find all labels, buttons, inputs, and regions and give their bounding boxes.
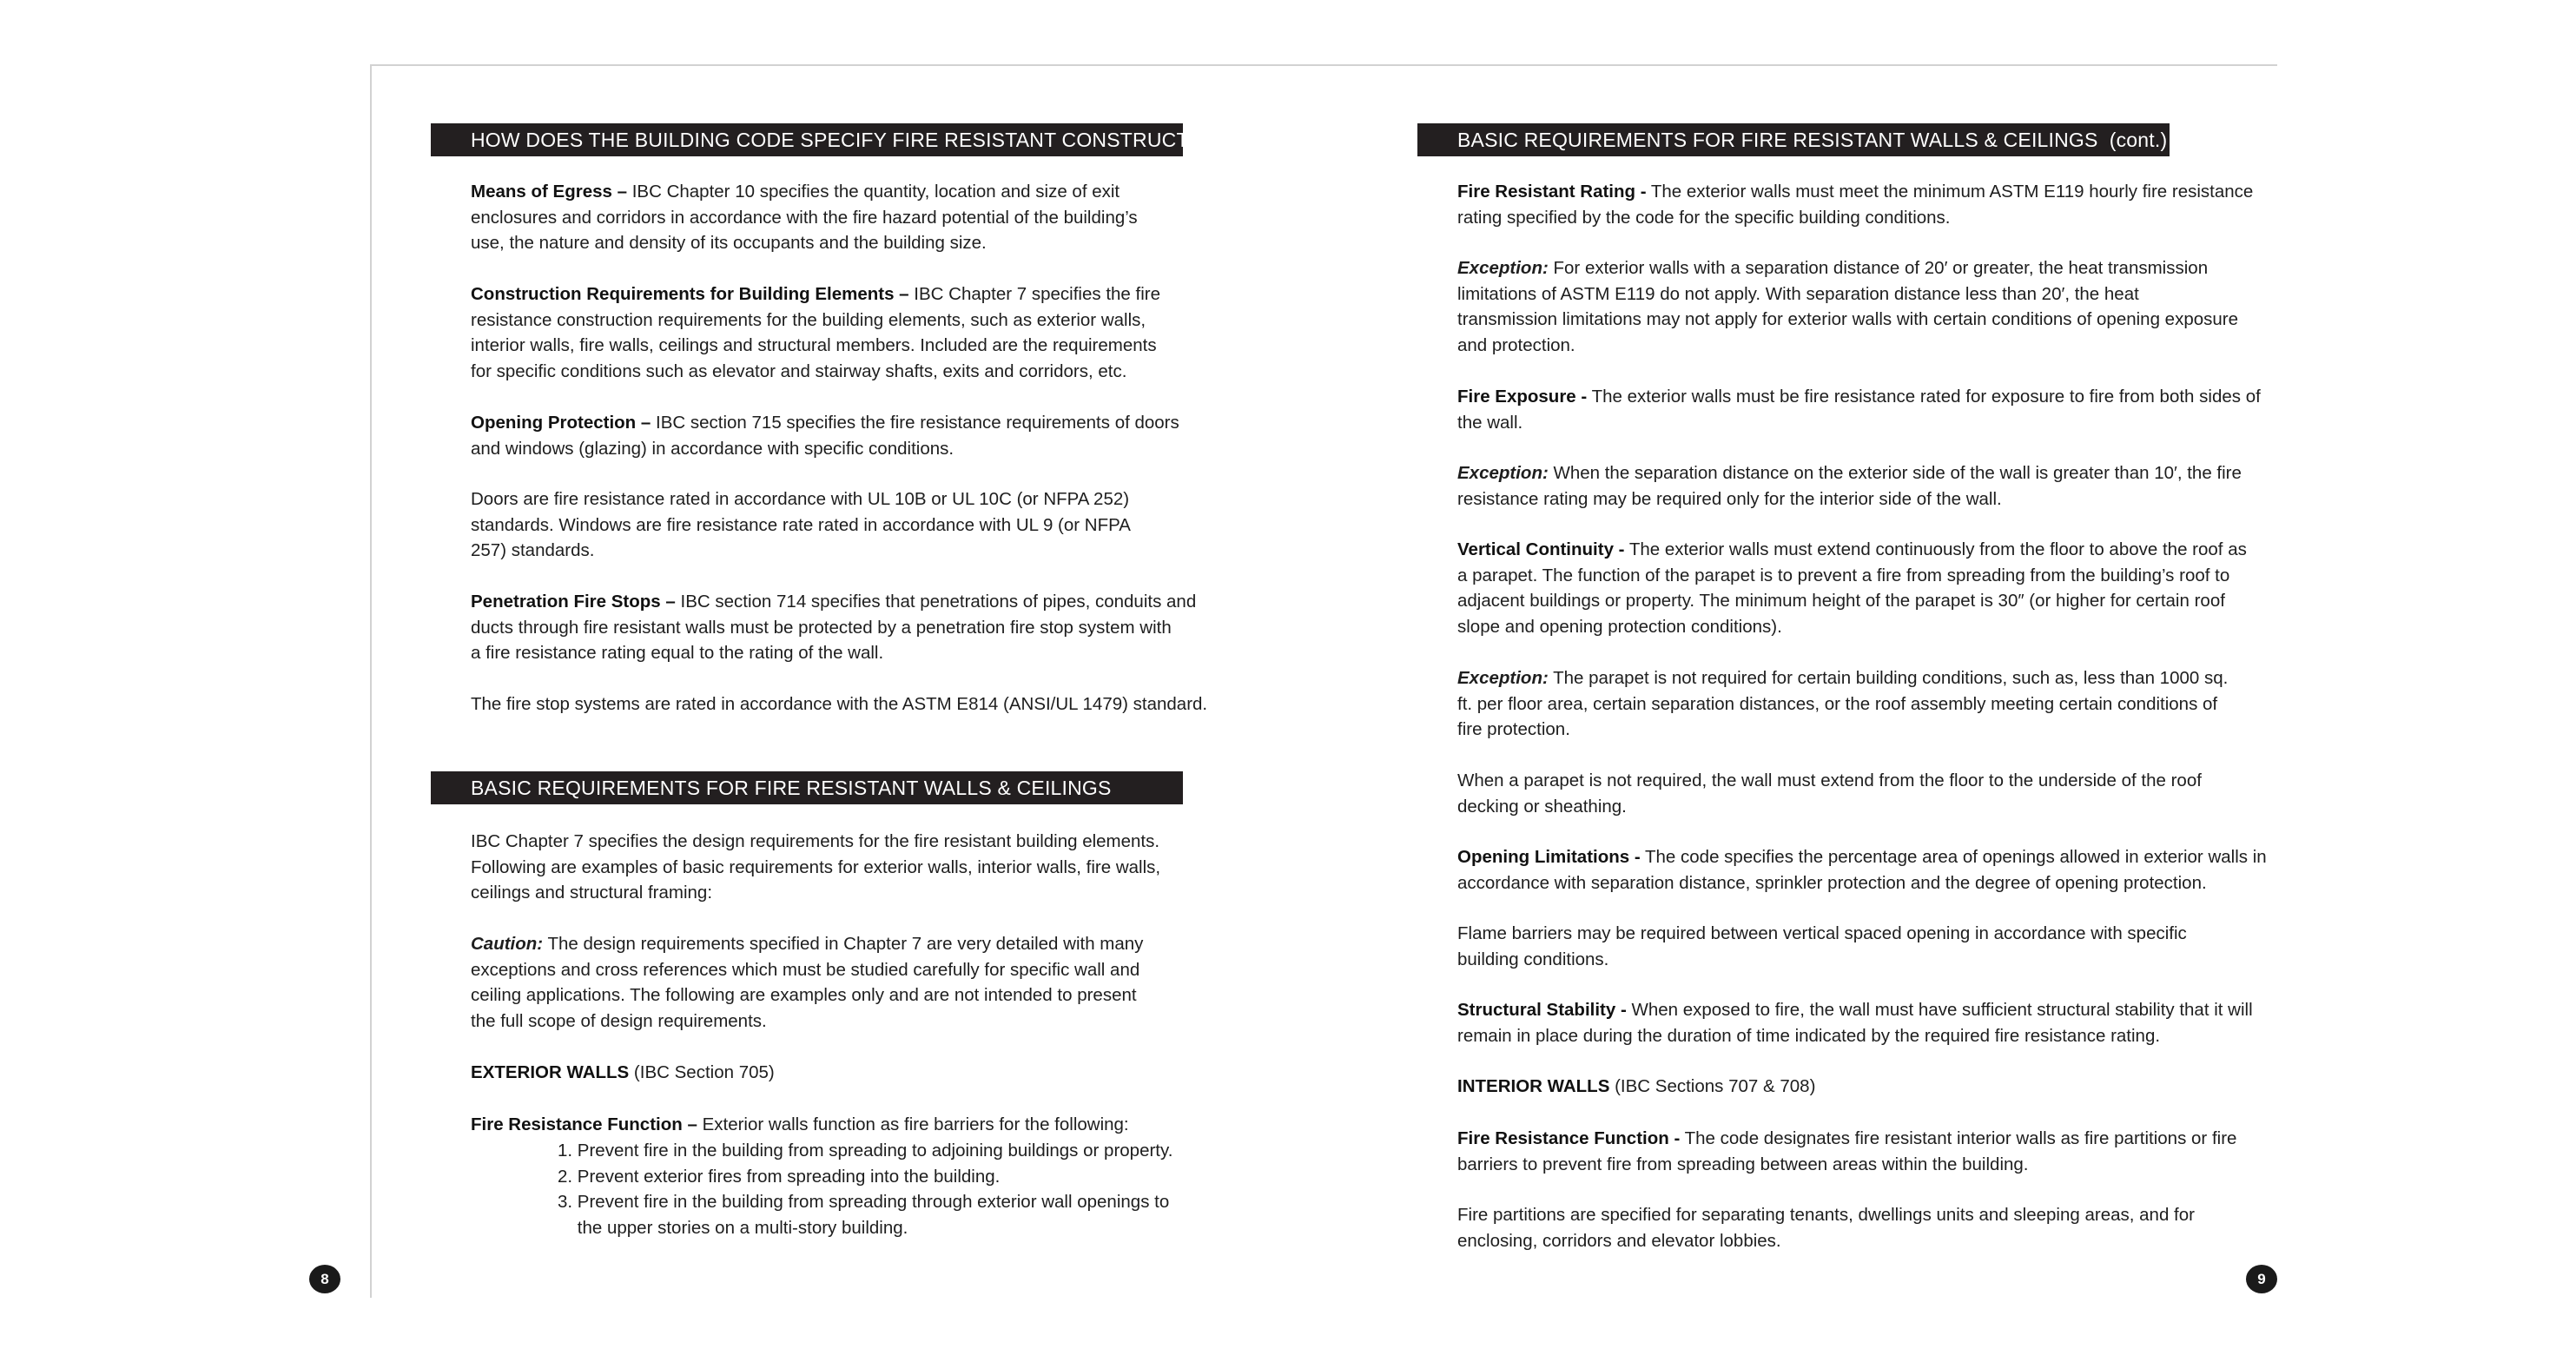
- paragraph-line: IBC section 715 specifies the fire resistance requirements of doors: [651, 413, 1179, 433]
- paragraph-line: standards. Windows are fire resistance rate rated in accordance with UL 9 (or NFPA: [471, 514, 1131, 535]
- section-header-text: HOW DOES THE BUILDING CODE SPECIFY FIRE RESISTANT CONSTRUCTION? (cont.): [471, 129, 1300, 151]
- paragraph-line: resistance rating may be required only for the interior side of the wall.: [1457, 488, 2002, 509]
- paragraph-line: enclosures and corridors in accordance with the fire hazard potential of the building’s: [471, 207, 1138, 228]
- section-header-text: BASIC REQUIREMENTS FOR FIRE RESISTANT WALLS & CEILINGS: [471, 777, 1112, 799]
- paragraph-line: a fire resistance rating equal to the rating of the wall.: [471, 643, 884, 663]
- paragraph-title: Fire Resistance Function -: [1457, 1128, 1681, 1148]
- list-item: 2. Prevent exterior fires from spreading into the building.: [558, 1166, 1001, 1187]
- paragraph-title: Penetration Fire Stops –: [471, 592, 676, 612]
- paragraph-title: Fire Exposure -: [1457, 387, 1588, 407]
- list-item: 3. Prevent fire in the building from spreading through exterior wall openings to: [558, 1192, 1170, 1212]
- paragraph-line: IBC section 714 specifies that penetrations of pipes, conduits and: [675, 592, 1197, 612]
- paragraph-title: Exception:: [1457, 463, 1549, 483]
- paragraph-line: (IBC Sections 707 & 708): [1609, 1076, 1816, 1096]
- vertical-continuity-paragraph: [1457, 537, 2247, 639]
- fire-partitions-paragraph: [1457, 1202, 2195, 1253]
- paragraph-line: for specific conditions such as elevator and stairway shafts, exits and corridors, etc.: [471, 360, 1127, 381]
- paragraph-line: limitations of ASTM E119 do not apply. With separation distance less than 20′, the heat: [1457, 283, 2139, 304]
- paragraph-line: The exterior walls must meet the minimum ASTM E119 hourly fire resistance: [1646, 182, 2254, 202]
- paragraph-line: Doors are fire resistance rated in accordance with UL 10B or UL 10C (or NFPA 252): [471, 489, 1130, 509]
- paragraph-line: the full scope of design requirements.: [471, 1010, 767, 1031]
- paragraph-line: ducts through fire resistant walls must be protected by a penetration fire stop system with: [471, 617, 1172, 638]
- caution-paragraph: [471, 931, 1143, 1034]
- paragraph-line: and windows (glazing) in accordance with specific conditions.: [471, 438, 954, 459]
- paragraph-line: rating specified by the code for the specific building conditions.: [1457, 207, 1951, 228]
- construction-requirements-paragraph: [471, 281, 1160, 384]
- paragraph-line: The parapet is not required for certain building conditions, such as, less than 1000 sq.: [1548, 668, 2229, 688]
- paragraph-title: Exception:: [1457, 668, 1549, 688]
- page-gutter-rule: [370, 64, 372, 1298]
- paragraph-line: enclosing, corridors and elevator lobbies.: [1457, 1230, 1781, 1251]
- paragraph-line: slope and opening protection conditions).: [1457, 616, 1782, 637]
- paragraph-line: Flame barriers may be required between vertical spaced opening in accordance with specific: [1457, 923, 2187, 943]
- paragraph-title: Opening Limitations -: [1457, 847, 1641, 867]
- paragraph-line: The exterior walls must be fire resistance rated for exposure to fire from both sides of: [1587, 387, 2261, 407]
- paragraph-line: ceiling applications. The following are examples only and are not intended to present: [471, 985, 1137, 1005]
- fire-resistance-function-paragraph: [471, 1112, 1129, 1138]
- exterior-walls-heading: [471, 1060, 775, 1086]
- paragraph-line: When the separation distance on the exterior side of the wall is greater than 10′, the fire: [1548, 463, 2242, 483]
- list-item: the upper stories on a multi-story building.: [558, 1217, 908, 1238]
- exception-separation-distance-paragraph: [1457, 460, 2242, 512]
- penetration-fire-stops-paragraph: [471, 589, 1196, 666]
- paragraph-title: Fire Resistance Function –: [471, 1114, 697, 1134]
- paragraph-line: (IBC Section 705): [629, 1062, 775, 1082]
- fire-barrier-list: [558, 1138, 1172, 1240]
- paragraph-line: ft. per floor area, certain separation distances, or the roof assembly meeting certain conditions of: [1457, 693, 2218, 714]
- paragraph-line: barriers to prevent fire from spreading between areas within the building.: [1457, 1154, 2029, 1174]
- paragraph-line: interior walls, fire walls, ceilings and structural members. Included are the requirements: [471, 335, 1157, 355]
- paragraph-line: IBC Chapter 7 specifies the fire: [908, 284, 1161, 304]
- parapet-not-required-paragraph: [1457, 768, 2202, 819]
- paragraph-line: ceilings and structural framing:: [471, 883, 713, 903]
- paragraph-line: accordance with separation distance, sprinkler protection and the degree of opening protection.: [1457, 872, 2207, 893]
- fire-exposure-paragraph: [1457, 384, 2261, 435]
- paragraph-line: 257) standards.: [471, 540, 595, 560]
- paragraph-line: The code specifies the percentage area of openings allowed in exterior walls in: [1640, 847, 2267, 867]
- paragraph-line: remain in place during the duration of time indicated by the required fire resistance rating.: [1457, 1025, 2161, 1046]
- paragraph-line: IBC Chapter 7 specifies the design requirements for the fire resistant building elements.: [471, 831, 1160, 851]
- interior-fire-resistance-function-paragraph: [1457, 1126, 2236, 1177]
- section-header-basic-requirements-cont: [1417, 123, 2170, 156]
- paragraph-line: Fire partitions are specified for separating tenants, dwellings units and sleeping areas, and for: [1457, 1205, 2195, 1225]
- paragraph-line: transmission limitations may not apply for exterior walls with certain conditions of opening exposure: [1457, 309, 2239, 329]
- exception-heat-transmission-paragraph: [1457, 255, 2238, 358]
- page-top-rule: [370, 64, 2277, 66]
- paragraph-line: The design requirements specified in Chapter 7 are very detailed with many: [543, 934, 1144, 954]
- paragraph-title: Means of Egress –: [471, 182, 628, 202]
- structural-stability-paragraph: [1457, 997, 2253, 1048]
- page-number-badge: 8: [309, 1265, 340, 1293]
- interior-walls-heading: [1457, 1074, 1815, 1100]
- paragraph-line: When exposed to fire, the wall must have sufficient structural stability that it will: [1626, 1000, 2253, 1020]
- paragraph-title: Opening Protection –: [471, 413, 651, 433]
- paragraph-line: exceptions and cross references which must be studied carefully for specific wall and: [471, 959, 1140, 980]
- page-number-badge: 9: [2246, 1265, 2277, 1293]
- ibc-chapter-7-paragraph: [471, 829, 1160, 906]
- paragraph-line: decking or sheathing.: [1457, 796, 1627, 817]
- paragraph-line: The fire stop systems are rated in accordance with the ASTM E814 (ANSI/UL 1479) standard.: [471, 694, 1208, 714]
- flame-barriers-paragraph: [1457, 921, 2187, 972]
- doors-windows-paragraph: [471, 486, 1131, 564]
- paragraph-title: Caution:: [471, 934, 544, 954]
- means-of-egress-paragraph: [471, 179, 1138, 256]
- paragraph-line: resistance construction requirements for the building elements, such as exterior walls,: [471, 309, 1146, 330]
- paragraph-line: Exterior walls function as fire barriers for the following:: [697, 1114, 1129, 1134]
- fire-resistant-rating-paragraph: [1457, 179, 2253, 230]
- paragraph-title: Exception:: [1457, 258, 1549, 278]
- paragraph-line: For exterior walls with a separation distance of 20′ or greater, the heat transmission: [1548, 258, 2209, 278]
- paragraph-line: a parapet. The function of the parapet is to prevent a fire from spreading from the building’s roof to: [1457, 565, 2230, 585]
- fire-stop-systems-paragraph: [471, 691, 1207, 717]
- paragraph-title: Structural Stability -: [1457, 1000, 1627, 1020]
- paragraph-title: Construction Requirements for Building Elements –: [471, 284, 909, 304]
- paragraph-line: The exterior walls must extend continuously from the floor to above the roof as: [1624, 539, 2247, 559]
- exception-parapet-paragraph: [1457, 665, 2228, 743]
- paragraph-line: building conditions.: [1457, 949, 1609, 969]
- section-header-fire-resistant-construction: [431, 123, 1300, 156]
- paragraph-line: and protection.: [1457, 334, 1575, 355]
- paragraph-title: Fire Resistant Rating -: [1457, 182, 1647, 202]
- section-header-text: BASIC REQUIREMENTS FOR FIRE RESISTANT WALLS & CEILINGS (cont.): [1457, 129, 2168, 151]
- opening-limitations-paragraph: [1457, 844, 2267, 896]
- paragraph-line: Following are examples of basic requirements for exterior walls, interior walls, fire walls,: [471, 856, 1161, 877]
- paragraph-line: the wall.: [1457, 412, 1523, 433]
- list-item: 1. Prevent fire in the building from spreading to adjoining buildings or property.: [558, 1141, 1173, 1161]
- section-header-basic-requirements: [431, 771, 1183, 804]
- paragraph-line: fire protection.: [1457, 719, 1570, 739]
- paragraph-line: The code designates fire resistant interior walls as fire partitions or fire: [1680, 1128, 2237, 1148]
- paragraph-title: INTERIOR WALLS: [1457, 1076, 1610, 1096]
- paragraph-title: Vertical Continuity -: [1457, 539, 1625, 559]
- opening-protection-paragraph: [471, 410, 1179, 461]
- paragraph-line: When a parapet is not required, the wall must extend from the floor to the underside of the roof: [1457, 770, 2202, 790]
- paragraph-line: adjacent buildings or property. The minimum height of the parapet is 30″ (or higher for certain roof: [1457, 591, 2225, 611]
- paragraph-title: EXTERIOR WALLS: [471, 1062, 630, 1082]
- paragraph-line: IBC Chapter 10 specifies the quantity, location and size of exit: [627, 182, 1120, 202]
- paragraph-line: use, the nature and density of its occupants and the building size.: [471, 233, 987, 253]
